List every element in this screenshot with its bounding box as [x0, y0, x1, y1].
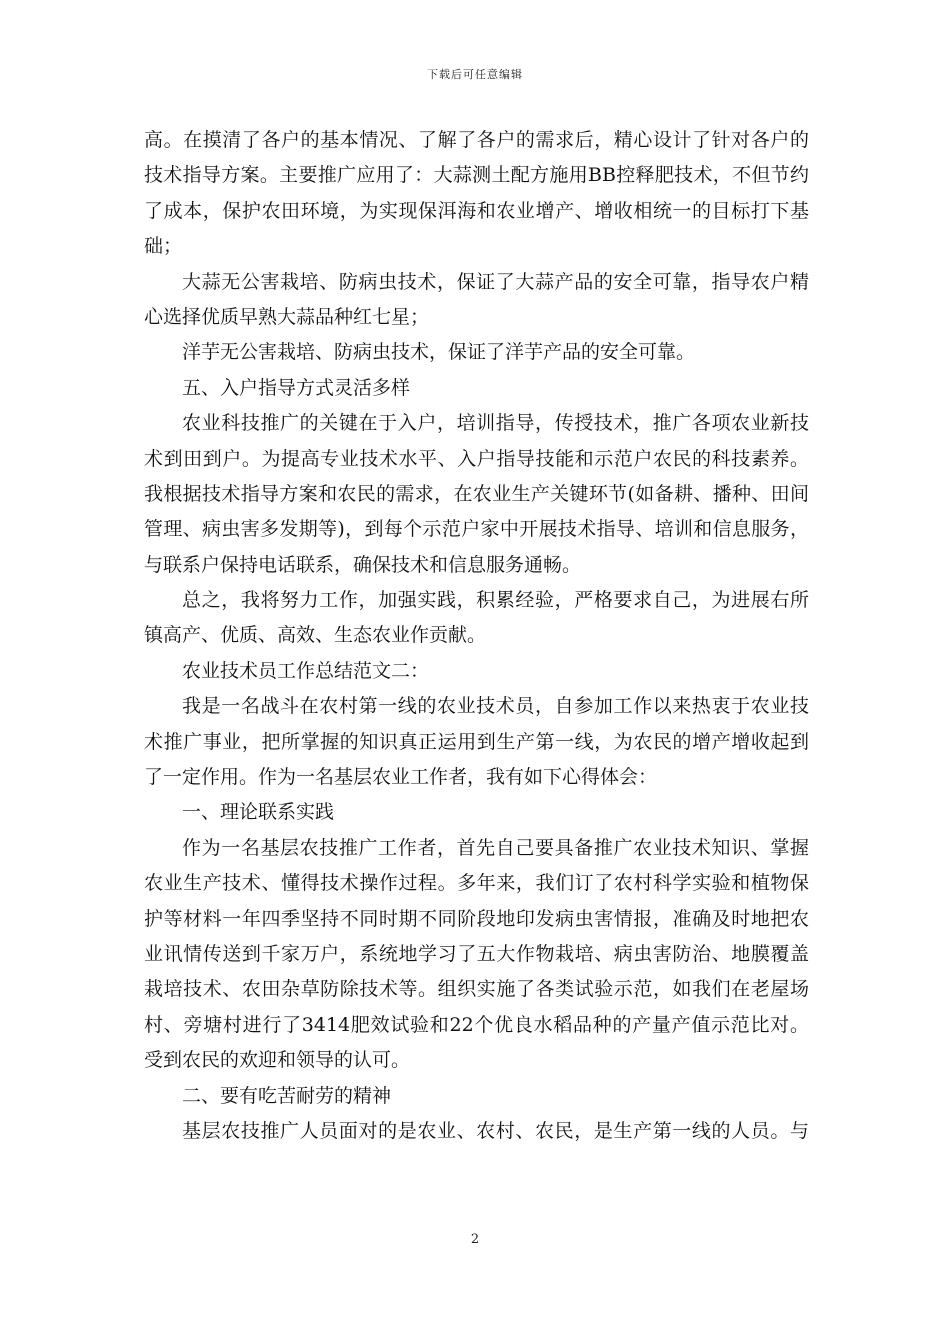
text-line: 业讯情传送到千家万户，系统地学习了五大作物栽培、病虫害防治、地膜覆盖 [144, 942, 809, 965]
text-line: 大蒜无公害栽培、防病虫技术，保证了大蒜产品的安全可靠，指导农户精 [182, 270, 809, 293]
text-line: 础； [144, 235, 183, 258]
page-number: 2 [470, 1232, 480, 1247]
text-line: 农业科技推广的关键在于入户，培训指导，传授技术，推广各项农业新技 [182, 412, 809, 435]
text-line: 我是一名战斗在农村第一线的农业技术员，自参加工作以来热衷于农业技 [182, 695, 809, 718]
text-line: 农业技术员工作总结范文二： [182, 659, 430, 682]
text-line: 村、旁塘村进行了3414肥效试验和22个优良水稻品种的产量产值示范比对。 [144, 1013, 809, 1036]
page-header: 下载后可任意编辑 [427, 68, 523, 81]
text-line: 高。在摸清了各户的基本情况、了解了各户的需求后，精心设计了针对各户的 [144, 129, 809, 151]
document-body [144, 123, 809, 1149]
text-line: 基层农技推广人员面对的是农业、农村、农民，是生产第一线的人员。与 [182, 1119, 809, 1142]
text-line: 与联系户保持电话联系，确保技术和信息服务通畅。 [144, 553, 582, 576]
text-line: 了一定作用。作为一名基层农业工作者，我有如下心得体会： [144, 766, 658, 789]
text-line: 心选择优质早熟大蒜品种红七星； [144, 305, 430, 328]
text-line: 了成本，保护农田环境，为实现保洱海和农业增产、增收相统一的目标打下基 [144, 199, 809, 222]
text-line: 镇高产、优质、高效、生态农业作贡献。 [144, 624, 487, 647]
text-line: 技术指导方案。主要推广应用了：大蒜测土配方施用BB控释肥技术，不但节约 [144, 164, 809, 187]
text-line: 洋芋无公害栽培、防病虫技术，保证了洋芋产品的安全可靠。 [182, 341, 696, 364]
text-line: 一、理论联系实践 [182, 801, 335, 824]
text-line: 总之，我将努力工作，加强实践，积累经验，严格要求自己，为进展右所 [182, 589, 809, 612]
text-line: 五、入户指导方式灵活多样 [182, 376, 411, 399]
text-line: 二、要有吃苦耐劳的精神 [182, 1084, 392, 1107]
text-line: 术到田到户。为提高专业技术水平、入户指导技能和示范户农民的科技素养。 [144, 447, 809, 470]
text-line: 我根据技术指导方案和农民的需求，在农业生产关键环节(如备耕、播种、田间 [144, 482, 809, 505]
text-line: 农业生产技术、懂得技术操作过程。多年来，我们订了农村科学实验和植物保 [144, 872, 809, 895]
text-line: 护等材料一年四季坚持不同时期不同阶段地印发病虫害情报，准确及时地把农 [144, 907, 809, 930]
text-line: 栽培技术、农田杂草防除技术等。组织实施了各类试验示范，如我们在老屋场 [144, 978, 809, 1001]
text-line: 术推广事业，把所掌握的知识真正运用到生产第一线，为农民的增产增收起到 [144, 730, 809, 753]
text-line: 作为一名基层农技推广工作者，首先自己要具备推广农业技术知识、掌握 [182, 836, 809, 859]
text-line: 受到农民的欢迎和领导的认可。 [144, 1049, 411, 1072]
text-line: 管理、病虫害多发期等)，到每个示范户家中开展技术指导、培训和信息服务， [144, 518, 809, 541]
